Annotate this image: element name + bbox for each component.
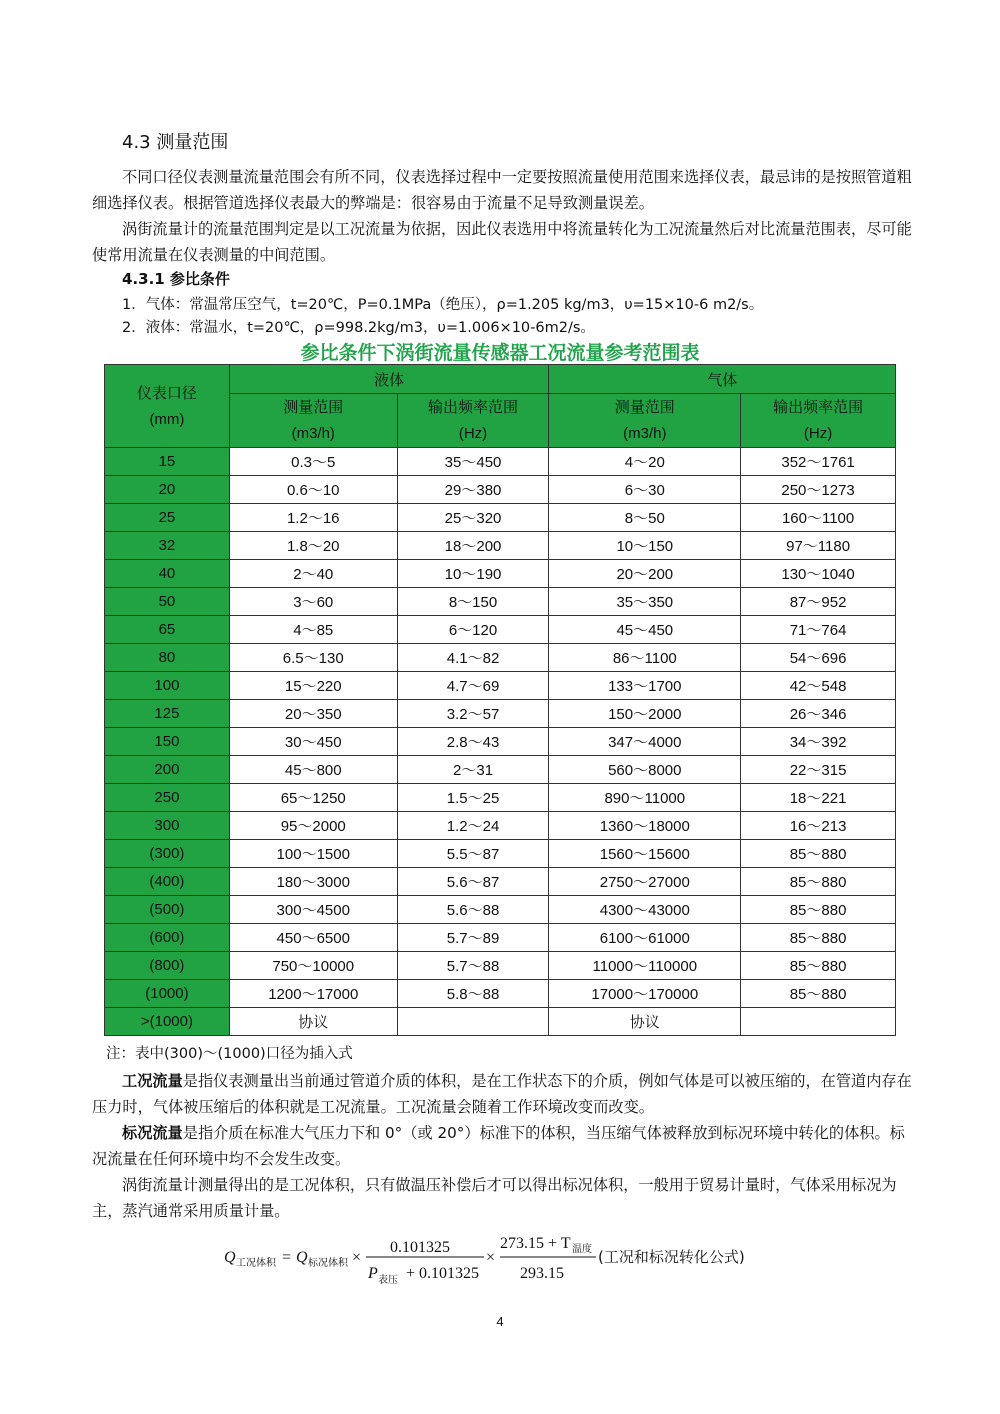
- value-cell: 5.7～88: [397, 952, 549, 980]
- formula-num2: 273.15 + T: [500, 1235, 571, 1252]
- formula-eq: =: [282, 1249, 292, 1266]
- value-cell: 11000～110000: [549, 952, 741, 980]
- formula-num1: 0.101325: [390, 1239, 450, 1256]
- value-cell: 10～150: [549, 532, 741, 560]
- value-cell: 35～450: [397, 448, 549, 476]
- value-cell: 85～880: [741, 868, 896, 896]
- size-cell: 15: [105, 448, 230, 476]
- table-row: [105, 448, 896, 476]
- formula-den1: + 0.101325: [406, 1265, 480, 1282]
- value-cell: 54～696: [741, 644, 896, 672]
- header-liquid: 液体: [229, 365, 549, 394]
- value-cell: 87～952: [741, 588, 896, 616]
- value-cell: 5.6～88: [397, 896, 549, 924]
- value-cell: 3.2～57: [397, 700, 549, 728]
- value-cell: 6～30: [549, 476, 741, 504]
- formula-sub-std: 标况体积: [308, 1258, 348, 1269]
- value-cell: 86～1100: [549, 644, 741, 672]
- value-cell: 1.2～24: [397, 812, 549, 840]
- value-cell: 250～1273: [741, 476, 896, 504]
- value-cell: 160～1100: [741, 504, 896, 532]
- value-cell: 100～1500: [229, 840, 397, 868]
- table-row: [105, 532, 896, 560]
- value-cell: 750～10000: [229, 952, 397, 980]
- value-cell: 65～1250: [229, 784, 397, 812]
- size-cell: 250: [105, 784, 230, 812]
- value-cell: 34～392: [741, 728, 896, 756]
- value-cell: 5.7～89: [397, 924, 549, 952]
- table-row: [105, 644, 896, 672]
- value-cell: 0.3～5: [229, 448, 397, 476]
- size-cell: >(1000): [105, 1008, 230, 1036]
- size-cell: 32: [105, 532, 230, 560]
- value-cell: 85～880: [741, 980, 896, 1008]
- value-cell: 45～800: [229, 756, 397, 784]
- size-cell: 50: [105, 588, 230, 616]
- table-row: [105, 896, 896, 924]
- size-cell: 40: [105, 560, 230, 588]
- value-cell: [397, 1008, 549, 1036]
- value-cell: 16～213: [741, 812, 896, 840]
- value-cell: 85～880: [741, 924, 896, 952]
- size-cell: 80: [105, 644, 230, 672]
- value-cell: 8～50: [549, 504, 741, 532]
- condition-gas: 1．气体：常温常压空气，t=20℃，P=0.1MPa（绝压），ρ=1.205 kg/m3，υ=15×10-6 m2/s。: [122, 297, 764, 313]
- formula-q2: Q: [296, 1249, 308, 1266]
- size-cell: (800): [105, 952, 230, 980]
- table-row: [105, 672, 896, 700]
- value-cell: 3～60: [229, 588, 397, 616]
- value-cell: 26～346: [741, 700, 896, 728]
- value-cell: 560～8000: [549, 756, 741, 784]
- value-cell: 4300～43000: [549, 896, 741, 924]
- term-working-flow: 工况流量: [122, 1072, 183, 1090]
- table-row: [105, 980, 896, 1008]
- value-cell: 6～120: [397, 616, 549, 644]
- table-row: [105, 616, 896, 644]
- size-cell: (300): [105, 840, 230, 868]
- value-cell: 18～221: [741, 784, 896, 812]
- definition-working-flow-text: 是指仪表测量出当前通过管道介质的体积，是在工作状态下的介质，例如气体是可以被压缩的，在管道内存在压力时，气体被压缩后的体积就是工况流量。工况流量会随着工作环境改变而改变。: [92, 1072, 912, 1116]
- value-cell: 6.5～130: [229, 644, 397, 672]
- size-cell: (400): [105, 868, 230, 896]
- value-cell: 5.8～88: [397, 980, 549, 1008]
- formula-sub-temp: 温度: [572, 1244, 592, 1255]
- header-gas-freq: 输出频率范围 (Hz): [741, 394, 896, 448]
- table-row: [105, 560, 896, 588]
- value-cell: 1.8～20: [229, 532, 397, 560]
- definition-working-flow: [92, 1068, 912, 1120]
- term-standard-flow: 标况流量: [122, 1124, 183, 1142]
- value-cell: 15～220: [229, 672, 397, 700]
- value-cell: 4～20: [549, 448, 741, 476]
- value-cell: 4～85: [229, 616, 397, 644]
- value-cell: 1.5～25: [397, 784, 549, 812]
- table-row: [105, 952, 896, 980]
- value-cell: 130～1040: [741, 560, 896, 588]
- value-cell: 85～880: [741, 840, 896, 868]
- conversion-formula: [222, 1234, 782, 1294]
- value-cell: 17000～170000: [549, 980, 741, 1008]
- formula-times-2: ×: [486, 1249, 496, 1266]
- section-title: 4.3 测量范围: [122, 132, 229, 153]
- flow-range-table: [104, 364, 896, 1036]
- value-cell: 8～150: [397, 588, 549, 616]
- formula-q1: Q: [224, 1249, 236, 1266]
- value-cell: 180～3000: [229, 868, 397, 896]
- value-cell: 450～6500: [229, 924, 397, 952]
- table-row: [105, 1008, 896, 1036]
- value-cell: 85～880: [741, 896, 896, 924]
- formula-svg: [222, 1234, 782, 1294]
- size-cell: (1000): [105, 980, 230, 1008]
- formula-note: (工况和标况转化公式): [598, 1248, 745, 1266]
- value-cell: 2.8～43: [397, 728, 549, 756]
- table-row: [105, 728, 896, 756]
- size-cell: 125: [105, 700, 230, 728]
- table-title: 参比条件下涡街流量传感器工况流量参考范围表: [300, 342, 700, 364]
- value-cell: 890～11000: [549, 784, 741, 812]
- size-cell: 20: [105, 476, 230, 504]
- formula-sub-gauge: 表压: [378, 1275, 398, 1286]
- value-cell: 1200～17000: [229, 980, 397, 1008]
- condition-liquid: 2．液体：常温水，t=20℃，ρ=998.2kg/m3，υ=1.006×10-6m2/s。: [122, 320, 595, 336]
- value-cell: 18～200: [397, 532, 549, 560]
- value-cell: 2750～27000: [549, 868, 741, 896]
- table-row: [105, 700, 896, 728]
- value-cell: [741, 1008, 896, 1036]
- table-row: [105, 476, 896, 504]
- formula-p: P: [368, 1265, 378, 1282]
- value-cell: 0.6～10: [229, 476, 397, 504]
- value-cell: 347～4000: [549, 728, 741, 756]
- value-cell: 2～31: [397, 756, 549, 784]
- header-liquid-freq: 输出频率范围 (Hz): [397, 394, 549, 448]
- header-size: 仪表口径 (mm): [105, 365, 230, 448]
- value-cell: 5.6～87: [397, 868, 549, 896]
- formula-sub-work: 工况体积: [236, 1258, 276, 1269]
- page-number: 4: [496, 1314, 504, 1329]
- value-cell: 1360～18000: [549, 812, 741, 840]
- subsection-title: 4.3.1 参比条件: [122, 270, 230, 288]
- table-row: [105, 868, 896, 896]
- value-cell: 1560～15600: [549, 840, 741, 868]
- size-cell: 150: [105, 728, 230, 756]
- table-row: [105, 924, 896, 952]
- formula-den2: 293.15: [520, 1265, 564, 1282]
- value-cell: 2～40: [229, 560, 397, 588]
- table-row: [105, 812, 896, 840]
- table-row: [105, 504, 896, 532]
- paragraph-measurement: 涡街流量计测量得出的是工况体积，只有做温压补偿后才可以得出标况体积，一般用于贸易计量时，气体采用标况为主，蒸汽通常采用质量计量。: [92, 1176, 897, 1220]
- value-cell: 35～350: [549, 588, 741, 616]
- value-cell: 42～548: [741, 672, 896, 700]
- value-cell: 6100～61000: [549, 924, 741, 952]
- definition-standard-flow-text: 是指介质在标准大气压力下和 0°（或 20°）标准下的体积，当压缩气体被释放到标况环境中转化的体积。标况流量在任何环境中均不会发生改变。: [92, 1124, 905, 1168]
- value-cell: 1.2～16: [229, 504, 397, 532]
- value-cell: 20～200: [549, 560, 741, 588]
- value-cell: 71～764: [741, 616, 896, 644]
- header-liquid-range: 测量范围 (m3/h): [229, 394, 397, 448]
- size-cell: 100: [105, 672, 230, 700]
- size-cell: (600): [105, 924, 230, 952]
- table-row: [105, 840, 896, 868]
- value-cell: 20～350: [229, 700, 397, 728]
- value-cell: 150～2000: [549, 700, 741, 728]
- value-cell: 4.7～69: [397, 672, 549, 700]
- value-cell: 30～450: [229, 728, 397, 756]
- value-cell: 45～450: [549, 616, 741, 644]
- value-cell: 25～320: [397, 504, 549, 532]
- size-cell: 65: [105, 616, 230, 644]
- size-cell: 300: [105, 812, 230, 840]
- value-cell: 95～2000: [229, 812, 397, 840]
- paragraph-2: 涡街流量计的流量范围判定是以工况流量为依据，因此仪表选用中将流量转化为工况流量然后对比流量范围表，尽可能使常用流量在仪表测量的中间范围。: [92, 220, 912, 264]
- value-cell: 22～315: [741, 756, 896, 784]
- table-row: [105, 784, 896, 812]
- value-cell: 85～880: [741, 952, 896, 980]
- table-row: [105, 588, 896, 616]
- value-cell: 5.5～87: [397, 840, 549, 868]
- table-note: 注：表中(300)～(1000)口径为插入式: [106, 1046, 353, 1062]
- value-cell: 10～190: [397, 560, 549, 588]
- value-cell: 协议: [549, 1008, 741, 1036]
- value-cell: 协议: [229, 1008, 397, 1036]
- size-cell: (500): [105, 896, 230, 924]
- value-cell: 4.1～82: [397, 644, 549, 672]
- value-cell: 133～1700: [549, 672, 741, 700]
- header-gas: 气体: [549, 365, 896, 394]
- value-cell: 300～4500: [229, 896, 397, 924]
- header-gas-range: 测量范围 (m3/h): [549, 394, 741, 448]
- paragraph-1: 不同口径仪表测量流量范围会有所不同，仪表选择过程中一定要按照流量使用范围来选择仪表，最忌讳的是按照管道粗细选择仪表。根据管道选择仪表最大的弊端是：很容易由于流量不足导致测量误差。: [92, 168, 912, 212]
- formula-times-1: ×: [352, 1249, 362, 1266]
- value-cell: 29～380: [397, 476, 549, 504]
- definition-standard-flow: [92, 1120, 912, 1172]
- size-cell: 25: [105, 504, 230, 532]
- value-cell: 352～1761: [741, 448, 896, 476]
- size-cell: 200: [105, 756, 230, 784]
- table-row: [105, 756, 896, 784]
- value-cell: 97～1180: [741, 532, 896, 560]
